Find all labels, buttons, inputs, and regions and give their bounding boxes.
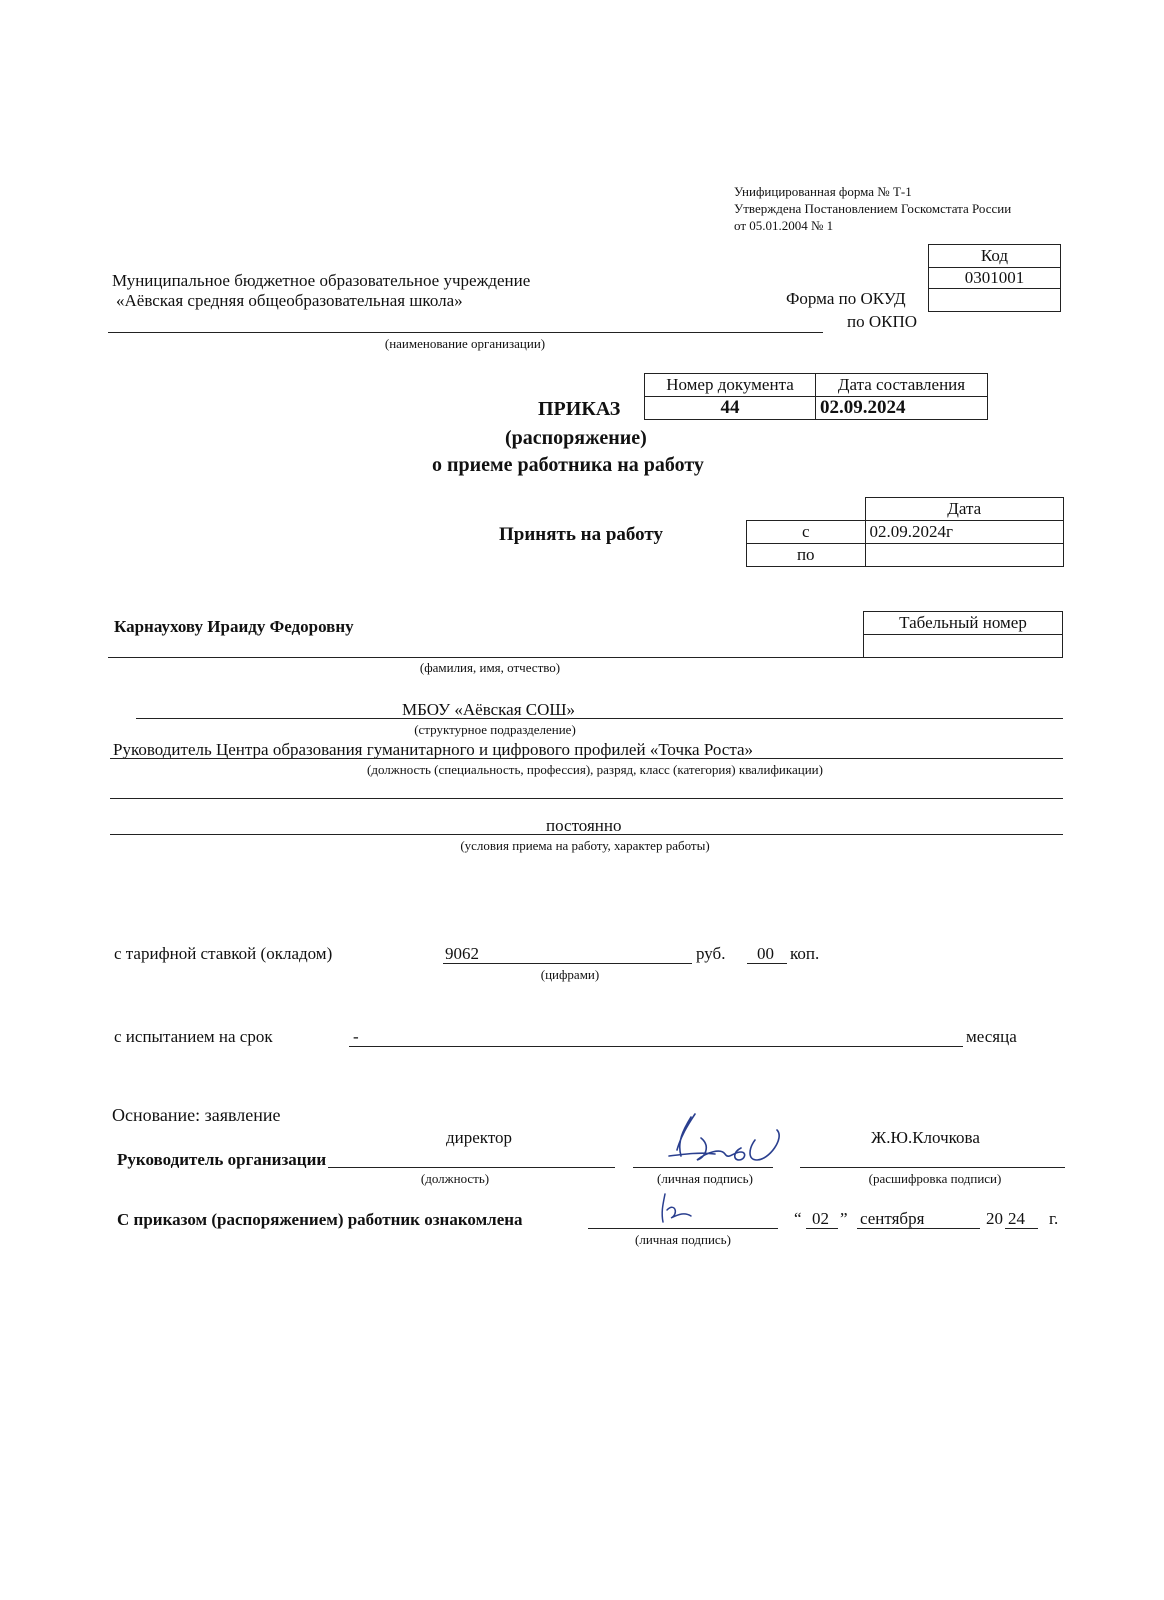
organization-name: [112, 271, 530, 311]
probation-underline: [349, 1046, 963, 1047]
head-position: директор: [446, 1128, 513, 1147]
okud-label: Форма по ОКУД: [786, 289, 906, 308]
doc-number-value: 44: [645, 397, 816, 420]
salary-kop-value: 00: [757, 944, 774, 963]
hire-date-table: [746, 497, 1064, 567]
salary-label: с тарифной ставкой (окладом): [114, 944, 333, 963]
head-position-underline: [328, 1167, 615, 1168]
doc-number-table: [644, 373, 988, 420]
employee-name-underline: [108, 657, 863, 658]
organization-line-1: Муниципальное бюджетное образовательное учреждение: [112, 271, 531, 290]
position-underline: [110, 758, 1063, 759]
basis-text: Основание: заявление: [112, 1105, 281, 1125]
organization-underline: [108, 332, 823, 333]
salary-kop: коп.: [790, 944, 820, 963]
organization-caption: (наименование организации): [384, 336, 546, 351]
ack-year-underline: [1005, 1228, 1038, 1229]
tab-number-value: [864, 635, 1063, 658]
ack-day-underline: [806, 1228, 838, 1229]
okpo-label: по ОКПО: [847, 312, 918, 331]
salary-underline: [443, 963, 692, 964]
salary-kop-underline: [747, 963, 787, 964]
form-line-3: от 05.01.2004 № 1: [734, 218, 834, 233]
code-table: [928, 244, 1061, 312]
ack-year-suffix: 24: [1008, 1209, 1025, 1228]
hire-from-value: 02.09.2024г: [865, 521, 1064, 544]
hire-to-label: по: [747, 544, 866, 567]
form-line-1: Унифицированная форма № Т-1: [734, 184, 912, 199]
acknowledge-signature-caption: (личная подпись): [635, 1232, 731, 1247]
hire-from-label: с: [747, 521, 866, 544]
okud-value: 0301001: [929, 268, 1061, 289]
organization-line-2: «Аёвская средняя общеобразовательная школа»: [116, 291, 463, 310]
salary-rub: руб.: [696, 944, 726, 963]
head-name-underline: [800, 1167, 1065, 1168]
doc-number-header: Номер документа: [645, 374, 816, 397]
probation-unit: месяца: [966, 1027, 1017, 1046]
ack-month-underline: [857, 1228, 980, 1229]
title-subtitle: (распоряжение): [505, 427, 647, 449]
hire-date-header: Дата: [865, 498, 1064, 521]
head-label: Руководитель организации: [117, 1150, 327, 1169]
unit-underline: [136, 718, 1063, 719]
form-line-2: Утверждена Постановлением Госкомстата России: [734, 201, 1012, 216]
doc-date-header: Дата составления: [816, 374, 988, 397]
ack-month: сентября: [860, 1209, 925, 1228]
ack-day: 02: [812, 1209, 829, 1228]
head-signature-caption: (личная подпись): [657, 1171, 753, 1186]
employee-name: Карнаухову Ираиду Федоровну: [114, 617, 354, 636]
title-purpose: о приеме работника на работу: [432, 454, 704, 476]
doc-date-value: 02.09.2024: [816, 397, 988, 420]
employee-signature-image: [645, 1190, 705, 1226]
conditions-underline: [110, 834, 1063, 835]
conditions-value: постоянно: [546, 816, 622, 835]
head-name: Ж.Ю.Клочкова: [871, 1128, 980, 1147]
ack-quote-close: ”: [840, 1209, 848, 1228]
okpo-value: [929, 289, 1061, 312]
hire-to-value: [865, 544, 1064, 567]
title-prikaz: ПРИКАЗ: [538, 398, 621, 420]
conditions-caption: (условия приема на работу, характер работы): [460, 838, 710, 853]
unit-caption: (структурное подразделение): [414, 722, 576, 737]
tab-number-table: [863, 611, 1063, 658]
acknowledge-label: С приказом (распоряжением) работник ознакомлена: [117, 1210, 523, 1229]
employee-name-caption: (фамилия, имя, отчество): [419, 660, 561, 675]
ack-quote-open: “: [794, 1209, 802, 1228]
salary-caption: (цифрами): [540, 967, 600, 982]
position-value: Руководитель Центра образования гуманитарного и цифрового профилей «Точка Роста»: [113, 740, 754, 759]
head-position-caption: (должность): [420, 1171, 490, 1186]
hire-label: Принять на работу: [499, 524, 663, 545]
ack-year-prefix: 20: [986, 1209, 1003, 1228]
probation-value: -: [353, 1027, 359, 1046]
salary-value: 9062: [445, 944, 479, 963]
position-caption: (должность (специальность, профессия), разряд, класс (категория) квалификации): [367, 762, 823, 777]
unit-value: МБОУ «Аёвская СОШ»: [402, 700, 576, 719]
code-header: Код: [929, 245, 1061, 268]
probation-label: с испытанием на срок: [114, 1027, 273, 1046]
form-header: [734, 183, 1011, 234]
head-signature-image: [645, 1108, 795, 1170]
acknowledge-signature-underline: [588, 1228, 778, 1229]
ack-year-unit: г.: [1049, 1209, 1059, 1228]
tab-number-header: Табельный номер: [864, 612, 1063, 635]
position-extra-line: [110, 798, 1063, 799]
head-name-caption: (расшифровка подписи): [868, 1171, 1002, 1186]
